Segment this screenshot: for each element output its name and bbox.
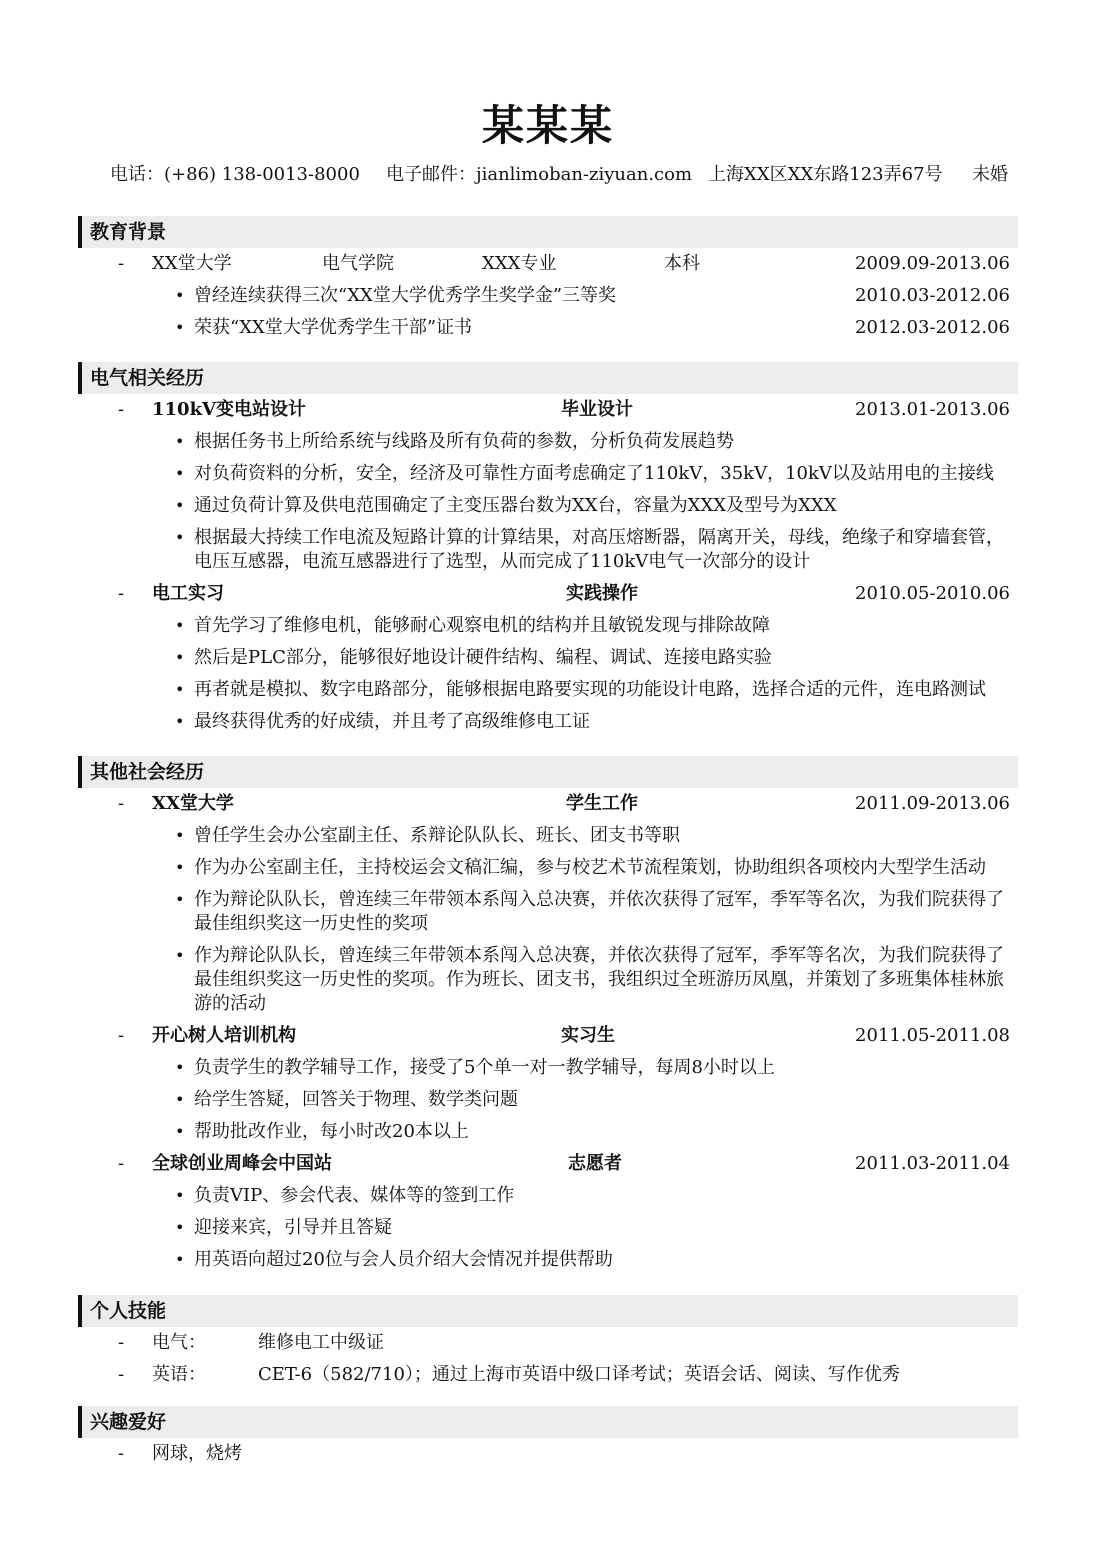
list-item [78, 312, 1018, 344]
dash-marker: - [118, 1332, 125, 1353]
experience-name: XX堂大学 [152, 793, 234, 814]
list-item [78, 458, 1018, 490]
experience-entry [78, 1020, 1018, 1052]
list-item [78, 884, 1018, 940]
list-item [78, 706, 1018, 738]
bullet-dot: • [175, 318, 185, 337]
section-electrical-experience [78, 362, 1018, 738]
section-title-electrical: 电气相关经历 [78, 362, 1018, 394]
bullet-date: 2012.03-2012.06 [855, 317, 1010, 338]
bullet-text: 最终获得优秀的好成绩，并且考了高级维修电工证 [194, 711, 590, 732]
bullet-dot: • [175, 464, 185, 483]
list-item [78, 642, 1018, 674]
bullet-text: 给学生答疑，回答关于物理、数学类问题 [194, 1089, 518, 1110]
section-hobbies [78, 1406, 1018, 1470]
section-title-hobbies: 兴趣爱好 [78, 1406, 1018, 1438]
bullet-dot: • [175, 1218, 185, 1237]
dash-marker: - [118, 1364, 125, 1385]
dash-marker: - [118, 399, 125, 420]
bullet-dot: • [175, 648, 185, 667]
experience-date: 2011.09-2013.06 [855, 793, 1010, 814]
bullet-dot: • [175, 286, 185, 305]
bullet-dot: • [175, 1090, 185, 1109]
contact-line [110, 160, 1008, 190]
list-item [78, 940, 1018, 1020]
experience-role: 毕业设计 [561, 399, 633, 420]
bullet-dot: • [175, 432, 185, 451]
skill-value: CET-6（582/710）；通过上海市英语中级口译考试；英语会话、阅读、写作优秀 [258, 1364, 900, 1385]
list-item [78, 280, 1018, 312]
list-item [78, 1084, 1018, 1116]
list-item [78, 610, 1018, 642]
experience-entry [78, 394, 1018, 426]
section-title-social: 其他社会经历 [78, 756, 1018, 788]
skill-value: 维修电工中级证 [258, 1332, 384, 1353]
bullet-dot: • [175, 1122, 185, 1141]
experience-role: 学生工作 [566, 793, 638, 814]
bullet-dot: • [175, 712, 185, 731]
bullet-text: 作为办公室副主任，主持校运会文稿汇编，参与校艺术节流程策划，协助组织各项校内大型学生活动 [194, 857, 986, 878]
list-item [78, 1212, 1018, 1244]
section-education [78, 216, 1018, 344]
contact-address: 上海XX区XX东路123弄67号 [708, 164, 943, 185]
experience-name: 110kV变电站设计 [152, 399, 307, 420]
experience-role: 实践操作 [566, 583, 638, 604]
bullet-text: 再者就是模拟、数字电路部分，能够根据电路要实现的功能设计电路，选择合适的元件，连电路测试 [194, 679, 986, 700]
resume-name: 某某某 [481, 101, 614, 150]
dash-marker: - [118, 1025, 125, 1046]
experience-date: 2011.05-2011.08 [855, 1025, 1010, 1046]
bullet-text: 曾任学生会办公室副主任、系辩论队队长、班长、团支书等职 [194, 825, 680, 846]
list-item [78, 1052, 1018, 1084]
education-date: 2009.09-2013.06 [855, 253, 1010, 274]
section-skills [78, 1295, 1018, 1391]
bullet-dot: • [175, 946, 185, 965]
experience-name: 电工实习 [152, 583, 224, 604]
bullet-text: 帮助批改作业，每小时改20本以上 [194, 1121, 469, 1142]
dash-marker: - [118, 1443, 125, 1464]
education-entry [78, 248, 1018, 280]
section-title-education: 教育背景 [78, 216, 1018, 248]
contact-email: 电子邮件：jianlimoban-ziyuan.com [386, 164, 693, 185]
experience-entry [78, 788, 1018, 820]
dash-marker: - [118, 253, 125, 274]
list-item [78, 426, 1018, 458]
bullet-dot: • [175, 890, 185, 909]
bullet-text: 根据任务书上所给系统与线路及所有负荷的参数，分析负荷发展趋势 [194, 431, 734, 452]
education-school: XX堂大学 [152, 253, 232, 274]
list-item [78, 1244, 1018, 1276]
bullet-dot: • [175, 616, 185, 635]
bullet-text: 用英语向超过20位与会人员介绍大会情况并提供帮助 [194, 1249, 613, 1270]
experience-role: 志愿者 [568, 1153, 622, 1174]
bullet-text: 根据最大持续工作电流及短路计算的计算结果，对高压熔断器，隔离开关，母线，绝缘子和穿墙套管，电压互感器，电流互感器进行了选型，从而完成了110kV电气一次部分的设计 [194, 527, 1004, 572]
bullet-text: 负责VIP、参会代表、媒体等的签到工作 [194, 1185, 515, 1206]
bullet-text: 荣获“XX堂大学优秀学生干部”证书 [194, 317, 473, 338]
bullet-text: 曾经连续获得三次“XX堂大学优秀学生奖学金”三等奖 [194, 285, 617, 306]
dash-marker: - [118, 1153, 125, 1174]
bullet-text: 作为辩论队队长，曾连续三年带领本系闯入总决赛，并依次获得了冠军，季军等名次，为我们院获得了最佳组织奖这一历史性的奖项。作为班长、团支书，我组织过全班游历凤凰，并策划了多班集体桂林旅游的活动 [194, 945, 1004, 1014]
list-item [78, 1116, 1018, 1148]
bullet-dot: • [175, 496, 185, 515]
experience-role: 实习生 [561, 1025, 615, 1046]
bullet-dot: • [175, 528, 185, 547]
bullet-text: 对负荷资料的分析，安全，经济及可靠性方面考虑确定了110kV，35kV，10kV以及站用电的主接线 [194, 463, 994, 484]
bullet-text: 然后是PLC部分，能够很好地设计硬件结构、编程、调试、连接电路实验 [194, 647, 772, 668]
contact-phone: 电话：(+86) 138-0013-8000 [110, 164, 360, 185]
skill-label: 电气： [152, 1332, 206, 1353]
bullet-text: 迎接来宾，引导并且答疑 [194, 1217, 392, 1238]
list-item [78, 1180, 1018, 1212]
experience-date: 2010.05-2010.06 [855, 583, 1010, 604]
bullet-dot: • [175, 1186, 185, 1205]
bullet-text: 首先学习了维修电机，能够耐心观察电机的结构并且敏锐发现与排除故障 [194, 615, 770, 636]
experience-name: 开心树人培训机构 [152, 1025, 296, 1046]
bullet-text: 负责学生的教学辅导工作，接受了5个单一对一教学辅导，每周8小时以上 [194, 1057, 775, 1078]
experience-name: 全球创业周峰会中国站 [152, 1153, 332, 1174]
experience-date: 2013.01-2013.06 [855, 399, 1010, 420]
bullet-text: 通过负荷计算及供电范围确定了主变压器台数为XX台，容量为XXX及型号为XXX [194, 495, 837, 516]
hobby-row [78, 1438, 1018, 1470]
bullet-dot: • [175, 858, 185, 877]
list-item [78, 852, 1018, 884]
education-degree: 本科 [664, 253, 700, 274]
section-social-experience [78, 756, 1018, 1276]
list-item [78, 490, 1018, 522]
experience-entry [78, 1148, 1018, 1180]
bullet-dot: • [175, 680, 185, 699]
contact-marital-status: 未婚 [972, 164, 1008, 185]
bullet-dot: • [175, 826, 185, 845]
experience-entry [78, 578, 1018, 610]
hobby-value: 网球，烧烤 [152, 1443, 242, 1464]
list-item [78, 820, 1018, 852]
dash-marker: - [118, 793, 125, 814]
skill-row [78, 1327, 1018, 1359]
list-item [78, 522, 1018, 578]
dash-marker: - [118, 583, 125, 604]
skill-label: 英语： [152, 1364, 206, 1385]
education-college: 电气学院 [322, 253, 394, 274]
section-title-skills: 个人技能 [78, 1295, 1018, 1327]
education-major: XXX专业 [482, 253, 557, 274]
list-item [78, 674, 1018, 706]
experience-date: 2011.03-2011.04 [855, 1153, 1010, 1174]
skill-row [78, 1359, 1018, 1391]
bullet-text: 作为辩论队队长，曾连续三年带领本系闯入总决赛，并依次获得了冠军，季军等名次，为我们院获得了最佳组织奖这一历史性的奖项 [194, 889, 1004, 934]
bullet-dot: • [175, 1250, 185, 1269]
bullet-dot: • [175, 1058, 185, 1077]
bullet-date: 2010.03-2012.06 [855, 285, 1010, 306]
